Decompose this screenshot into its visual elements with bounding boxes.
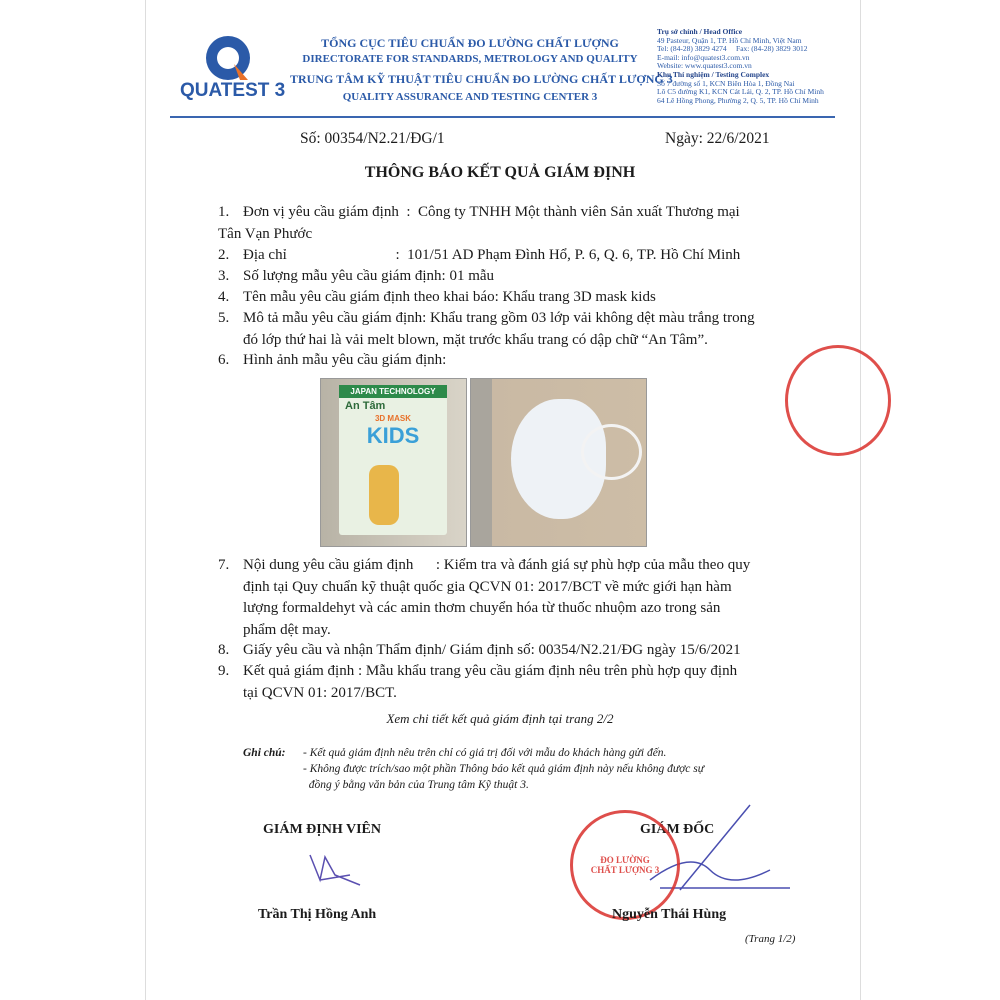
- doc-number: Số: 00354/N2.21/ĐG/1: [300, 130, 445, 147]
- sig-left-title: GIÁM ĐỊNH VIÊN: [263, 822, 381, 837]
- contact-line: Tel: (84-28) 3829 4274 Fax: (84-28) 3829 3012: [657, 44, 808, 54]
- contact-line: E-mail: info@quatest3.com.vn: [657, 52, 750, 62]
- page-edge-right: [860, 0, 861, 1000]
- item-4: 4. Tên mẫu yêu cầu giám định theo khai báo: Khẩu trang 3D mask kids: [218, 289, 656, 305]
- contact-block: [657, 28, 824, 105]
- contact-line: Trụ sở chính / Head Office: [657, 27, 743, 36]
- mask-photo: [470, 378, 647, 547]
- center-en: QUALITY ASSURANCE AND TESTING CENTER 3: [342, 91, 598, 103]
- contact-line: Lô C5 đường K1, KCN Cát Lái, Q. 2, TP. Hồ Chí Minh: [657, 87, 824, 97]
- contact-line: Website: www.quatest3.com.vn: [657, 61, 752, 71]
- contact-line: Số 7 đường số 1, KCN Biên Hòa 1, Đồng Nai: [657, 78, 795, 88]
- contact-line: 49 Pasteur, Quận 1, TP. Hồ Chí Minh, Việt Nam: [657, 35, 802, 45]
- doc-date: Ngày: 22/6/2021: [665, 130, 770, 147]
- see-detail: Xem chi tiết kết quả giám định tại trang 2/2: [386, 711, 614, 726]
- page-number: (Trang 1/2): [745, 933, 796, 945]
- item-5: 5. Mô tả mẫu yêu cầu giám định: Khẩu trang gồm 03 lớp vải không dệt màu trắng trong đó lớp thứ hai là vải melt blown, mặt trước khẩu trang có dập chữ “An Tâm”.: [218, 310, 755, 348]
- item-3: 3. Số lượng mẫu yêu cầu giám định: 01 mẫu: [218, 268, 495, 284]
- package-photo: JAPAN TECHNOLOGY An Tâm 3D MASK KIDS: [320, 378, 467, 547]
- item-2: 2. Địa chỉ : 101/51 AD Phạm Đình Hổ, P. 6, Q. 6, TP. Hồ Chí Minh: [218, 247, 741, 263]
- note-2: - Không được trích/sao một phần Thông báo kết quả giám định này nếu không được sự: [303, 763, 704, 775]
- header-rule: [170, 116, 835, 118]
- item-7: 7. Nội dung yêu cầu giám định : Kiểm tra và đánh giá sự phù hợp của mẫu theo quy định tại Quy chuẩn kỹ thuật quốc gia QCVN 01: 2017/BCT về mức giới hạn hàm lượng formaldehyt và các amin thơm chuyển hóa từ thuốc nhuộm azo trong sản phẩm dệt may.: [218, 557, 751, 638]
- item-9: 9. Kết quả giám định : Mẫu khẩu trang yêu cầu giám định nêu trên phù hợp quy định tại QCVN 01: 2017/BCT.: [218, 663, 738, 701]
- note-3: đồng ý bằng văn bản của Trung tâm Kỹ thuật 3.: [303, 779, 529, 791]
- page-edge-left: [145, 0, 146, 1000]
- center-vn: TRUNG TÂM KỸ THUẬT TIÊU CHUẨN ĐO LƯỜNG CHẤT LƯỢNG 3: [290, 72, 673, 86]
- signature-left: [300, 845, 370, 895]
- item-8: 8. Giấy yêu cầu và nhận Thẩm định/ Giám định số: 00354/N2.21/ĐG ngày 15/6/2021: [218, 642, 741, 658]
- note-1: - Kết quả giám định nêu trên chỉ có giá trị đối với mẫu do khách hàng gửi đến.: [303, 747, 667, 759]
- note-label: Ghi chú:: [243, 747, 286, 759]
- official-stamp: ĐO LƯỜNG CHẤT LƯỢNG 3: [570, 810, 680, 920]
- sig-right-name: Nguyễn Thái Hùng: [612, 907, 727, 922]
- contact-line: Khu Thí nghiệm / Testing Complex: [657, 69, 770, 79]
- org-vn: TỔNG CỤC TIÊU CHUẨN ĐO LƯỜNG CHẤT LƯỢNG: [321, 36, 619, 50]
- contact-line: 64 Lê Hồng Phong, Phường 2, Q. 5, TP. Hồ Chí Minh: [657, 95, 819, 105]
- item-6: 6. Hình ảnh mẫu yêu cầu giám định:: [218, 352, 447, 368]
- sig-left-name: Trần Thị Hồng Anh: [258, 907, 377, 922]
- page-seal-stamp: [785, 345, 891, 456]
- item-1: 1. Đơn vị yêu cầu giám định : Công ty TNHH Một thành viên Sản xuất Thương mại Tân Vạn Phước: [218, 204, 740, 242]
- org-en: DIRECTORATE FOR STANDARDS, METROLOGY AND QUALITY: [302, 53, 638, 65]
- doc-title: THÔNG BÁO KẾT QUẢ GIÁM ĐỊNH: [364, 164, 636, 181]
- logo-text: QUATEST 3: [180, 80, 286, 101]
- sig-right-title: GIÁM ĐỐC: [640, 822, 715, 837]
- quatest-logo: [178, 30, 293, 110]
